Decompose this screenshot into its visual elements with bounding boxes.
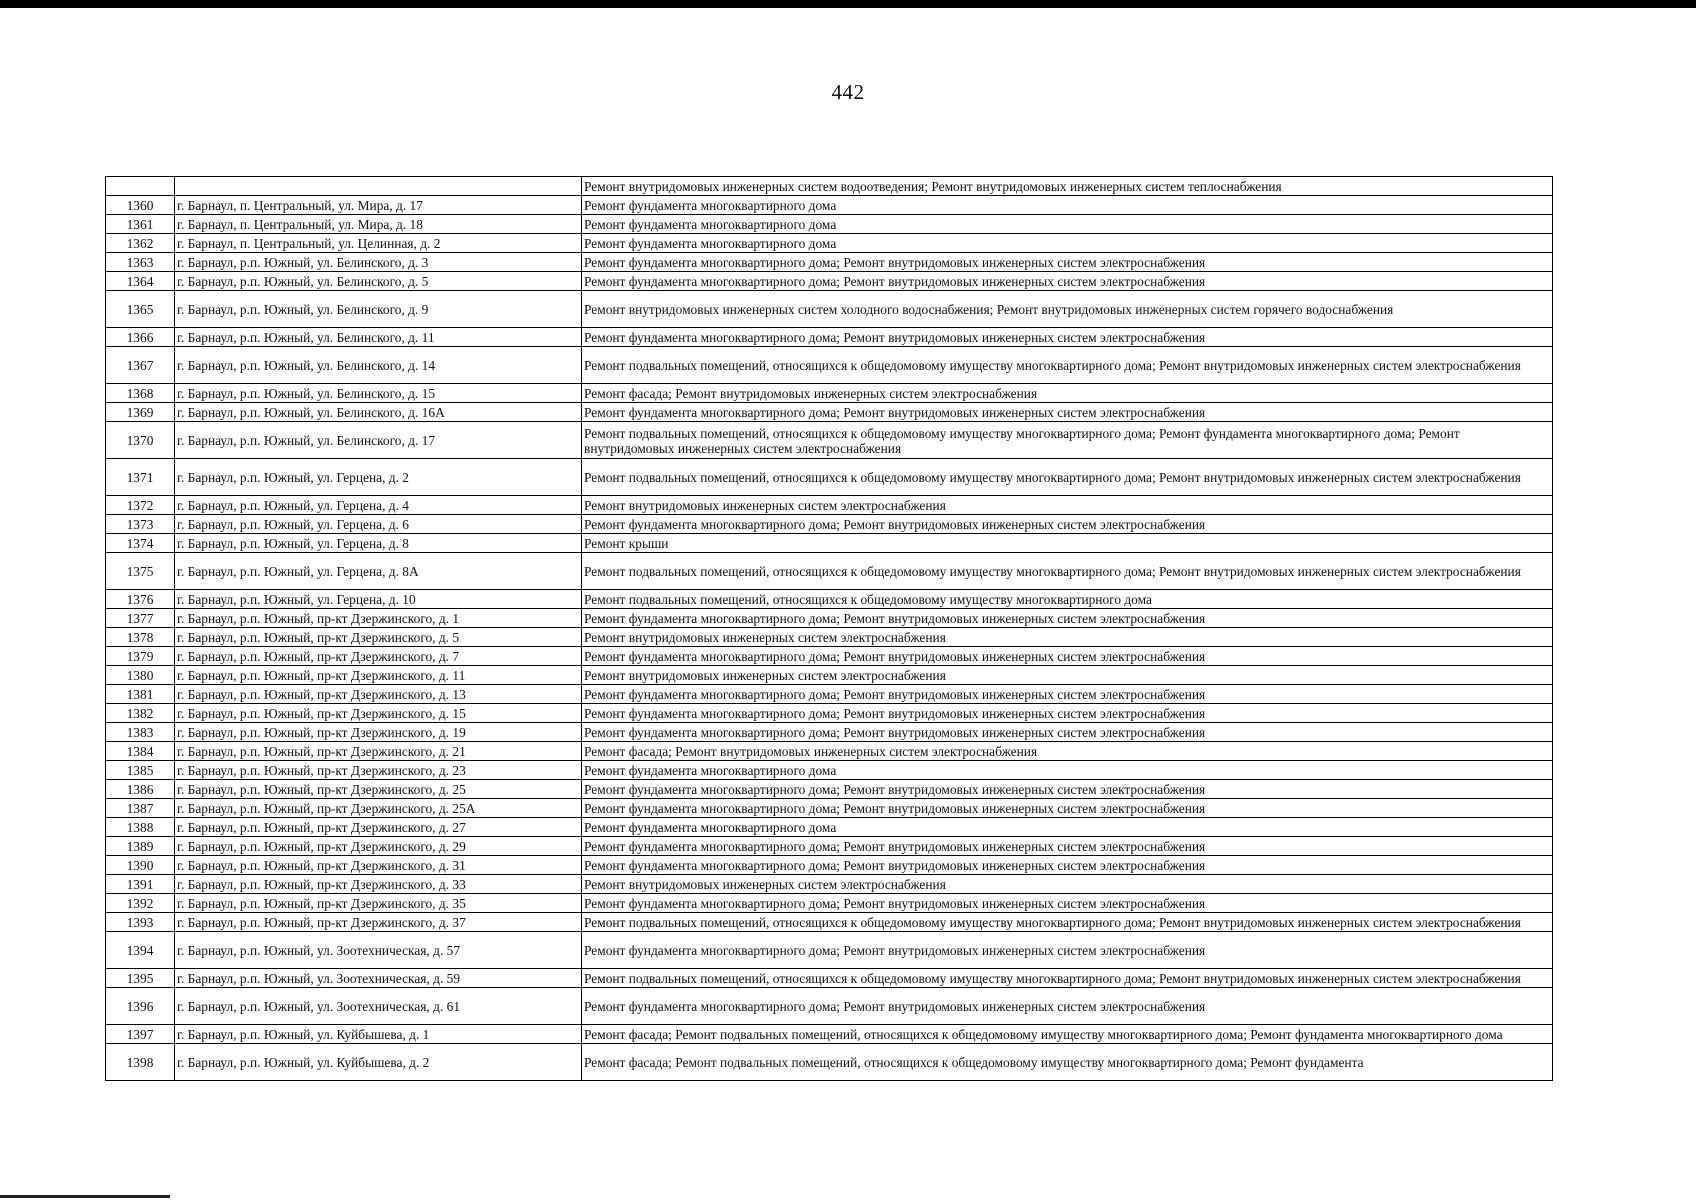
works-cell: Ремонт подвальных помещений, относящихся к общедомовому имуществу многоквартирного дома; Ремонт внутридомовых инженерных систем электроснабжения [582, 913, 1553, 932]
table-row [106, 1044, 1553, 1081]
row-number-cell: 1361 [106, 215, 175, 234]
works-cell: Ремонт фундамента многоквартирного дома [582, 215, 1553, 234]
row-number-cell: 1365 [106, 291, 175, 328]
address-cell: г. Барнаул, р.п. Южный, пр-кт Дзержинского, д. 21 [175, 742, 582, 761]
table-row [106, 837, 1553, 856]
row-number-cell: 1368 [106, 384, 175, 403]
table-row [106, 969, 1553, 988]
address-cell: г. Барнаул, р.п. Южный, пр-кт Дзержинского, д. 23 [175, 761, 582, 780]
address-cell: г. Барнаул, р.п. Южный, ул. Зоотехническая, д. 57 [175, 932, 582, 969]
address-cell: г. Барнаул, р.п. Южный, ул. Куйбышева, д. 2 [175, 1044, 582, 1081]
works-cell: Ремонт фундамента многоквартирного дома; Ремонт внутридомовых инженерных систем электроснабжения [582, 328, 1553, 347]
works-cell: Ремонт фундамента многоквартирного дома [582, 234, 1553, 253]
table-row [106, 459, 1553, 496]
works-cell: Ремонт фундамента многоквартирного дома; Ремонт внутридомовых инженерных систем электроснабжения [582, 704, 1553, 723]
address-cell: г. Барнаул, р.п. Южный, ул. Белинского, д. 5 [175, 272, 582, 291]
row-number-cell: 1369 [106, 403, 175, 422]
row-number-cell: 1387 [106, 799, 175, 818]
address-cell: г. Барнаул, р.п. Южный, ул. Белинского, д. 17 [175, 422, 582, 459]
address-cell: г. Барнаул, р.п. Южный, пр-кт Дзержинского, д. 1 [175, 609, 582, 628]
row-number-cell: 1363 [106, 253, 175, 272]
address-cell: г. Барнаул, р.п. Южный, ул. Белинского, д. 15 [175, 384, 582, 403]
works-cell: Ремонт фундамента многоквартирного дома; Ремонт внутридомовых инженерных систем электроснабжения [582, 515, 1553, 534]
row-number-cell: 1380 [106, 666, 175, 685]
works-cell: Ремонт фундамента многоквартирного дома; Ремонт внутридомовых инженерных систем электроснабжения [582, 799, 1553, 818]
address-cell: г. Барнаул, р.п. Южный, пр-кт Дзержинского, д. 33 [175, 875, 582, 894]
scan-bottom-mark [0, 1195, 170, 1198]
address-cell: г. Барнаул, р.п. Южный, ул. Герцена, д. 2 [175, 459, 582, 496]
row-number-cell: 1382 [106, 704, 175, 723]
row-number-cell: 1378 [106, 628, 175, 647]
row-number-cell: 1381 [106, 685, 175, 704]
table-row [106, 272, 1553, 291]
works-cell: Ремонт фундамента многоквартирного дома; Ремонт внутридомовых инженерных систем электроснабжения [582, 403, 1553, 422]
table-row [106, 856, 1553, 875]
table-row [106, 590, 1553, 609]
table-row [106, 742, 1553, 761]
address-cell: г. Барнаул, р.п. Южный, ул. Герцена, д. 6 [175, 515, 582, 534]
row-number-cell: 1390 [106, 856, 175, 875]
address-cell: г. Барнаул, р.п. Южный, ул. Белинского, д. 14 [175, 347, 582, 384]
works-cell: Ремонт внутридомовых инженерных систем электроснабжения [582, 496, 1553, 515]
row-number-cell: 1385 [106, 761, 175, 780]
table-row [106, 780, 1553, 799]
table-row [106, 215, 1553, 234]
works-cell: Ремонт подвальных помещений, относящихся к общедомовому имуществу многоквартирного дома; Ремонт внутридомовых инженерных систем электроснабжения [582, 459, 1553, 496]
address-cell: г. Барнаул, п. Центральный, ул. Мира, д. 17 [175, 196, 582, 215]
table-row [106, 875, 1553, 894]
address-cell: г. Барнаул, р.п. Южный, пр-кт Дзержинского, д. 7 [175, 647, 582, 666]
table-row [106, 761, 1553, 780]
table-row [106, 647, 1553, 666]
address-cell [175, 177, 582, 196]
address-cell: г. Барнаул, р.п. Южный, ул. Белинского, д. 9 [175, 291, 582, 328]
works-cell: Ремонт внутридомовых инженерных систем холодного водоснабжения; Ремонт внутридомовых инженерных систем горячего водоснабжения [582, 291, 1553, 328]
works-cell: Ремонт фундамента многоквартирного дома; Ремонт внутридомовых инженерных систем электроснабжения [582, 780, 1553, 799]
address-cell: г. Барнаул, р.п. Южный, ул. Герцена, д. 8А [175, 553, 582, 590]
address-cell: г. Барнаул, р.п. Южный, ул. Зоотехническая, д. 61 [175, 988, 582, 1025]
row-number-cell: 1386 [106, 780, 175, 799]
table-row [106, 894, 1553, 913]
table-row [106, 932, 1553, 969]
scan-top-border [0, 0, 1696, 8]
address-cell: г. Барнаул, р.п. Южный, ул. Герцена, д. 10 [175, 590, 582, 609]
row-number-cell: 1370 [106, 422, 175, 459]
address-cell: г. Барнаул, р.п. Южный, пр-кт Дзержинского, д. 19 [175, 723, 582, 742]
address-cell: г. Барнаул, р.п. Южный, пр-кт Дзержинского, д. 13 [175, 685, 582, 704]
address-cell: г. Барнаул, р.п. Южный, пр-кт Дзержинского, д. 29 [175, 837, 582, 856]
row-number-cell: 1364 [106, 272, 175, 291]
address-cell: г. Барнаул, р.п. Южный, ул. Герцена, д. 8 [175, 534, 582, 553]
address-cell: г. Барнаул, р.п. Южный, ул. Белинского, д. 3 [175, 253, 582, 272]
table-row [106, 913, 1553, 932]
address-cell: г. Барнаул, р.п. Южный, пр-кт Дзержинского, д. 27 [175, 818, 582, 837]
address-cell: г. Барнаул, п. Центральный, ул. Целинная, д. 2 [175, 234, 582, 253]
row-number-cell: 1362 [106, 234, 175, 253]
registry-table [105, 176, 1553, 1081]
table-row [106, 196, 1553, 215]
row-number-cell: 1375 [106, 553, 175, 590]
row-number-cell: 1379 [106, 647, 175, 666]
table-row [106, 422, 1553, 459]
works-cell: Ремонт фундамента многоквартирного дома; Ремонт внутридомовых инженерных систем электроснабжения [582, 894, 1553, 913]
address-cell: г. Барнаул, р.п. Южный, ул. Герцена, д. 4 [175, 496, 582, 515]
works-cell: Ремонт крыши [582, 534, 1553, 553]
table-row [106, 818, 1553, 837]
row-number-cell: 1373 [106, 515, 175, 534]
table-row [106, 553, 1553, 590]
table-row [106, 496, 1553, 515]
works-cell: Ремонт фундамента многоквартирного дома; Ремонт внутридомовых инженерных систем электроснабжения [582, 856, 1553, 875]
row-number-cell: 1394 [106, 932, 175, 969]
address-cell: г. Барнаул, р.п. Южный, ул. Зоотехническая, д. 59 [175, 969, 582, 988]
row-number-cell: 1393 [106, 913, 175, 932]
address-cell: г. Барнаул, р.п. Южный, пр-кт Дзержинского, д. 37 [175, 913, 582, 932]
row-number-cell: 1389 [106, 837, 175, 856]
row-number-cell: 1392 [106, 894, 175, 913]
works-cell: Ремонт фундамента многоквартирного дома; Ремонт внутридомовых инженерных систем электроснабжения [582, 932, 1553, 969]
works-cell: Ремонт фундамента многоквартирного дома; Ремонт внутридомовых инженерных систем электроснабжения [582, 253, 1553, 272]
table-row [106, 234, 1553, 253]
address-cell: г. Барнаул, р.п. Южный, пр-кт Дзержинского, д. 35 [175, 894, 582, 913]
works-cell: Ремонт внутридомовых инженерных систем электроснабжения [582, 875, 1553, 894]
address-cell: г. Барнаул, п. Центральный, ул. Мира, д. 18 [175, 215, 582, 234]
row-number-cell: 1396 [106, 988, 175, 1025]
table-row [106, 609, 1553, 628]
works-cell: Ремонт фундамента многоквартирного дома [582, 818, 1553, 837]
table-row [106, 666, 1553, 685]
row-number-cell: 1388 [106, 818, 175, 837]
address-cell: г. Барнаул, р.п. Южный, ул. Белинского, д. 11 [175, 328, 582, 347]
works-cell: Ремонт фундамента многоквартирного дома; Ремонт внутридомовых инженерных систем электроснабжения [582, 685, 1553, 704]
row-number-cell: 1367 [106, 347, 175, 384]
address-cell: г. Барнаул, р.п. Южный, пр-кт Дзержинского, д. 15 [175, 704, 582, 723]
works-cell: Ремонт внутридомовых инженерных систем водоотведения; Ремонт внутридомовых инженерных систем теплоснабжения [582, 177, 1553, 196]
row-number-cell: 1384 [106, 742, 175, 761]
table-row [106, 177, 1553, 196]
works-cell: Ремонт фасада; Ремонт подвальных помещений, относящихся к общедомовому имуществу многоквартирного дома; Ремонт фундамента многоквартирного дома [582, 1025, 1553, 1044]
works-cell: Ремонт фундамента многоквартирного дома; Ремонт внутридомовых инженерных систем электроснабжения [582, 609, 1553, 628]
table-row [106, 723, 1553, 742]
row-number-cell: 1374 [106, 534, 175, 553]
address-cell: г. Барнаул, р.п. Южный, пр-кт Дзержинского, д. 11 [175, 666, 582, 685]
works-cell: Ремонт подвальных помещений, относящихся к общедомовому имуществу многоквартирного дома; Ремонт внутридомовых инженерных систем электроснабжения [582, 969, 1553, 988]
table-row [106, 628, 1553, 647]
address-cell: г. Барнаул, р.п. Южный, пр-кт Дзержинского, д. 25А [175, 799, 582, 818]
table-row [106, 384, 1553, 403]
works-cell: Ремонт фасада; Ремонт подвальных помещений, относящихся к общедомовому имуществу многоквартирного дома; Ремонт фундамента [582, 1044, 1553, 1081]
table-row [106, 515, 1553, 534]
table-row [106, 291, 1553, 328]
works-cell: Ремонт подвальных помещений, относящихся к общедомовому имуществу многоквартирного дома [582, 590, 1553, 609]
works-cell: Ремонт фундамента многоквартирного дома; Ремонт внутридомовых инженерных систем электроснабжения [582, 837, 1553, 856]
works-cell: Ремонт фундамента многоквартирного дома; Ремонт внутридомовых инженерных систем электроснабжения [582, 272, 1553, 291]
row-number-cell: 1371 [106, 459, 175, 496]
row-number-cell: 1376 [106, 590, 175, 609]
works-cell: Ремонт подвальных помещений, относящихся к общедомовому имуществу многоквартирного дома; Ремонт внутридомовых инженерных систем электроснабжения [582, 347, 1553, 384]
table-row [106, 534, 1553, 553]
works-cell: Ремонт подвальных помещений, относящихся к общедомовому имуществу многоквартирного дома; Ремонт внутридомовых инженерных систем электроснабжения [582, 553, 1553, 590]
works-cell: Ремонт фасада; Ремонт внутридомовых инженерных систем электроснабжения [582, 742, 1553, 761]
row-number-cell: 1372 [106, 496, 175, 515]
row-number-cell: 1397 [106, 1025, 175, 1044]
works-cell: Ремонт фундамента многоквартирного дома; Ремонт внутридомовых инженерных систем электроснабжения [582, 647, 1553, 666]
works-cell: Ремонт внутридомовых инженерных систем электроснабжения [582, 628, 1553, 647]
works-cell: Ремонт внутридомовых инженерных систем электроснабжения [582, 666, 1553, 685]
registry-table-body [106, 177, 1553, 1081]
table-row [106, 685, 1553, 704]
works-cell: Ремонт фасада; Ремонт внутридомовых инженерных систем электроснабжения [582, 384, 1553, 403]
row-number-cell: 1360 [106, 196, 175, 215]
table-row [106, 328, 1553, 347]
row-number-cell [106, 177, 175, 196]
address-cell: г. Барнаул, р.п. Южный, ул. Белинского, д. 16А [175, 403, 582, 422]
works-cell: Ремонт фундамента многоквартирного дома [582, 761, 1553, 780]
address-cell: г. Барнаул, р.п. Южный, ул. Куйбышева, д. 1 [175, 1025, 582, 1044]
table-row [106, 704, 1553, 723]
table-row [106, 988, 1553, 1025]
works-cell: Ремонт подвальных помещений, относящихся к общедомовому имуществу многоквартирного дома; Ремонт фундамента многоквартирного дома; Ремонт внутридомовых инженерных систем электроснабжения [582, 422, 1553, 459]
row-number-cell: 1395 [106, 969, 175, 988]
table-row [106, 403, 1553, 422]
works-cell: Ремонт фундамента многоквартирного дома; Ремонт внутридомовых инженерных систем электроснабжения [582, 723, 1553, 742]
row-number-cell: 1366 [106, 328, 175, 347]
row-number-cell: 1391 [106, 875, 175, 894]
page-number: 442 [831, 80, 865, 104]
address-cell: г. Барнаул, р.п. Южный, пр-кт Дзержинского, д. 25 [175, 780, 582, 799]
works-cell: Ремонт фундамента многоквартирного дома; Ремонт внутридомовых инженерных систем электроснабжения [582, 988, 1553, 1025]
table-row [106, 253, 1553, 272]
table-row [106, 1025, 1553, 1044]
address-cell: г. Барнаул, р.п. Южный, пр-кт Дзержинского, д. 31 [175, 856, 582, 875]
works-cell: Ремонт фундамента многоквартирного дома [582, 196, 1553, 215]
table-row [106, 347, 1553, 384]
row-number-cell: 1377 [106, 609, 175, 628]
table-row [106, 799, 1553, 818]
row-number-cell: 1398 [106, 1044, 175, 1081]
address-cell: г. Барнаул, р.п. Южный, пр-кт Дзержинского, д. 5 [175, 628, 582, 647]
row-number-cell: 1383 [106, 723, 175, 742]
